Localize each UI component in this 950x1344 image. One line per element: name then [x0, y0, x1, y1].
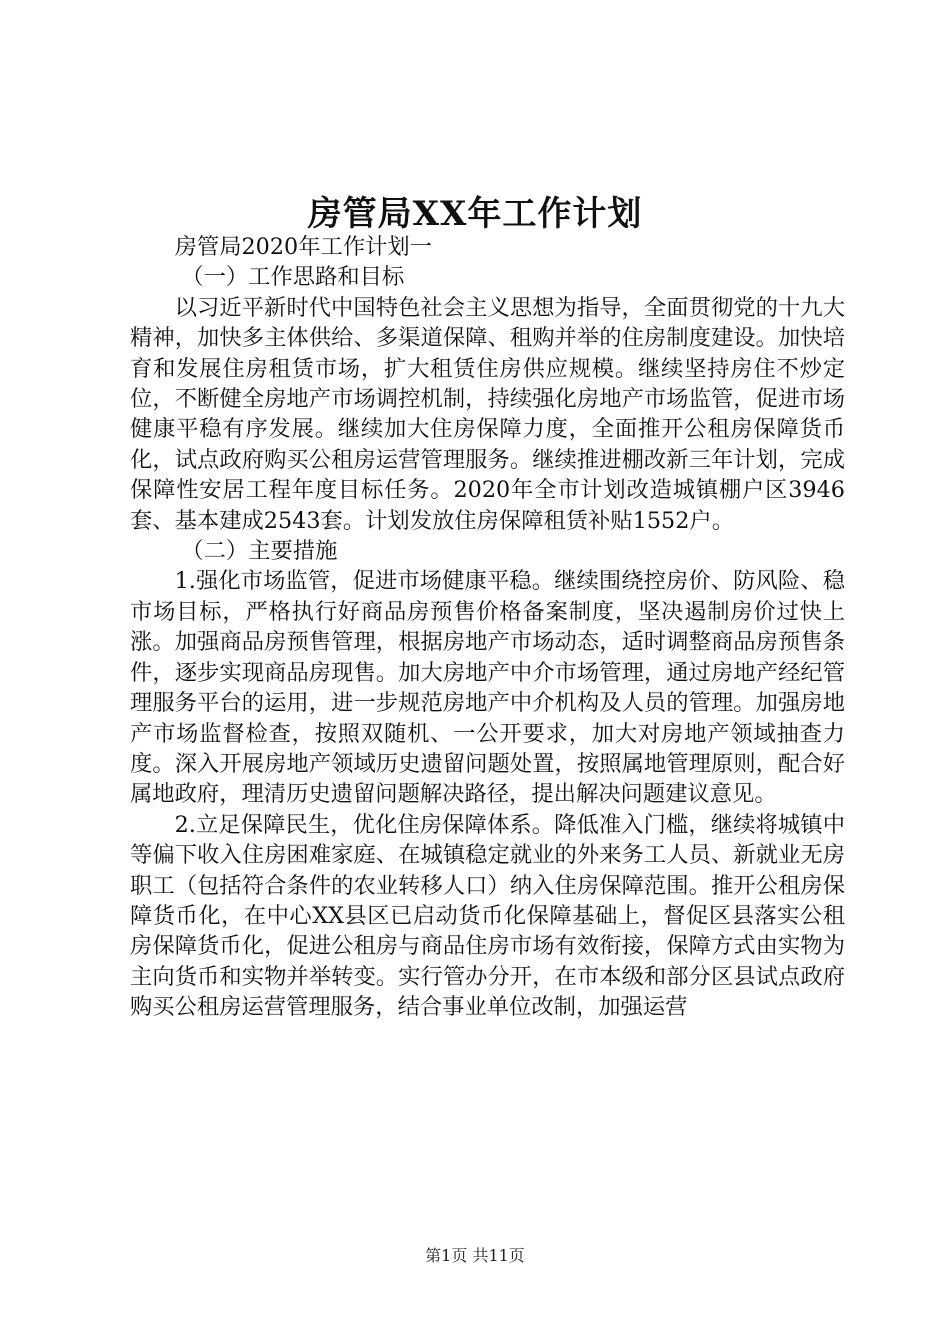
- document-body: [130, 232, 845, 1023]
- paragraph-goals: 以习近平新时代中国特色社会主义思想为指导，全面贯彻党的十九大精神，加快多主体供给、多渠道保障、租购并举的住房制度建设。加快培育和发展住房租赁市场，扩大租赁住房供应规模。继续坚持房住不炒定位，不断健全房地产市场调控机制，持续强化房地产市场监管，促进市场健康平稳有序发展。继续加大住房保障力度，全面推开公租房保障货币化，试点政府购买公租房运营管理服务。继续推进棚改新三年计划，完成保障性安居工程年度目标任务。2020年全市计划改造城镇棚户区3946套、基本建成2543套。计划发放住房保障租赁补贴1552户。: [130, 294, 845, 534]
- page-title: 房管局XX年工作计划: [307, 194, 643, 234]
- paragraph-measure-1: 1.强化市场监管，促进市场健康平稳。继续围绕控房价、防风险、稳市场目标，严格执行好商品房预售价格备案制度，坚决遏制房价过快上涨。加强商品房预售管理，根据房地产市场动态，适时调整商品房预售条件，逐步实现商品房现售。加大房地产中介市场管理，通过房地产经纪管理服务平台的运用，进一步规范房地产中介机构及人员的管理。加强房地产市场监督检查，按照双随机、一公开要求，加大对房地产领域抽查力度。深入开展房地产领域历史遗留问题处置，按照属地管理原则，配合好属地政府，理清历史遗留问题解决路径，提出解决问题建议意见。: [130, 568, 845, 808]
- section-heading-measures: （二）主要措施: [181, 538, 338, 565]
- section-heading-goals: （一）工作思路和目标: [181, 264, 405, 291]
- plan-heading: 房管局2020年工作计划一: [174, 234, 433, 260]
- page-number: 第1页 共11页: [425, 1246, 525, 1265]
- paragraph-measure-2: 2.立足保障民生，优化住房保障体系。降低准入门槛，继续将城镇中等偏下收入住房困难家庭、在城镇稳定就业的外来务工人员、新就业无房职工（包括符合条件的农业转移人口）纳入住房保障范围。推开公租房保障货币化，在中心XX县区已启动货币化保障基础上，督促区县落实公租房保障货币化，促进公租房与商品住房市场有效衔接，保障方式由实物为主向货币和实物并举转变。实行管办分开，在市本级和部分区县试点政府购买公租房运营管理服务，结合事业单位改制，加强运营: [130, 811, 845, 1021]
